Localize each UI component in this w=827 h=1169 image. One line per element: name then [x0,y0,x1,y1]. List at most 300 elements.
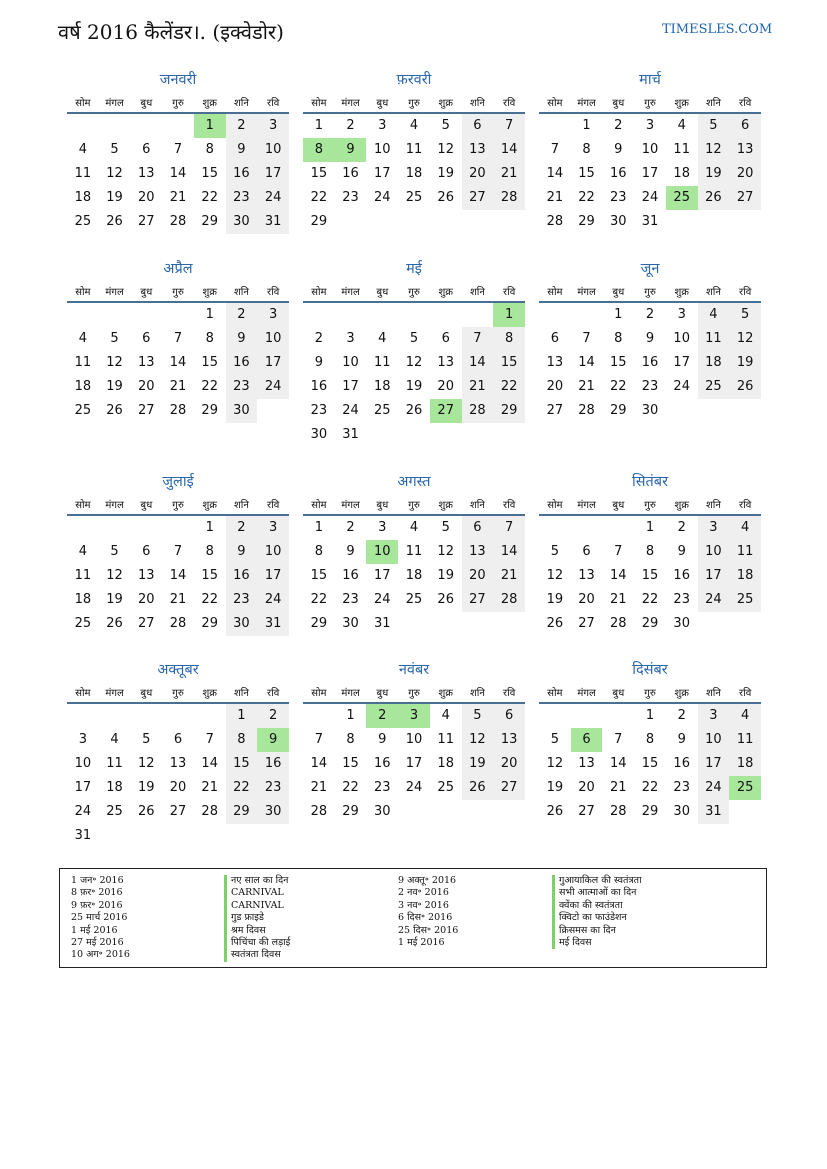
day-cell: 28 [493,186,525,210]
day-cell: 18 [729,752,761,776]
weekday-label: सोम [75,98,91,109]
month-calendar [67,259,289,423]
weekday-label: शुक्र [674,98,689,109]
day-cell: 11 [74,166,92,181]
day-cell: 25 [374,403,391,418]
month-title: मई [406,261,422,277]
day-cell: 11 [74,568,92,583]
day-cell: 17 [374,166,391,181]
weekday-label: गुरु [408,98,420,109]
legend-dates-col1 [71,875,130,962]
day-cell: 23 [257,776,289,800]
day-cell: 11 [374,355,391,370]
weekday-label: रवि [267,688,280,699]
weekday-header [539,284,761,303]
day-cell: 16 [673,568,690,583]
day-cell: 15 [578,166,595,181]
day-cell: 4 [677,118,686,133]
day-cell: 14 [493,540,525,564]
weekday-label: सोम [311,98,327,109]
day-cell: 23 [226,375,258,399]
day-cell: 26 [546,616,564,631]
legend-holiday-name: श्रम दिवस [224,925,290,937]
day-cell: 18 [106,780,123,795]
day-cell: 20 [437,379,454,394]
day-cell: 21 [310,780,328,795]
day-cell: 3 [378,520,387,535]
day-cell: 10 [374,142,391,157]
day-cell: 30 [641,403,659,418]
weekday-label: सोम [75,500,91,511]
weekday-label: मंगल [341,688,360,699]
day-cell: 26 [462,776,494,800]
day-cell: 27 [138,616,155,631]
day-cell: 8 [205,544,214,559]
day-cell: 14 [310,756,328,771]
day-cell: 9 [645,331,655,346]
weekday-label: बुध [140,98,153,109]
weekday-label: गुरु [172,500,184,511]
day-cell: 2 [257,704,289,728]
day-cell: 25 [106,804,123,819]
day-cell: 20 [578,592,595,607]
month-title: अप्रैल [163,261,193,277]
day-cell: 12 [462,728,494,752]
day-cell: 24 [374,190,391,205]
month-calendar [303,660,525,824]
day-cell: 5 [441,118,450,133]
day-cell: 2 [677,520,686,535]
day-cell: 26 [405,403,423,418]
empty-cell [430,303,462,327]
weekday-label: बुध [376,688,389,699]
day-cell: 14 [201,756,218,771]
day-cell: 31 [74,828,92,843]
empty-cell [366,303,398,327]
day-cell: 13 [169,756,187,771]
day-cell: 8 [614,331,623,346]
day-cell: 29 [641,616,659,631]
day-cell: 7 [314,732,323,747]
day-cell: 14 [169,166,187,181]
weekday-label: सोम [547,287,563,298]
day-cell: 13 [578,568,595,583]
weekday-label: मंगल [105,500,124,511]
day-cell: 23 [226,588,258,612]
day-cell: 6 [582,544,591,559]
day-cell: 4 [409,520,419,535]
month-title: अक्तूबर [157,662,199,678]
weekday-label: रवि [739,500,752,511]
weekday-header [539,685,761,704]
day-cell: 7 [173,142,183,157]
day-cell: 3 [698,704,730,728]
weekday-label: शुक्र [438,98,453,109]
day-cell: 1 [314,118,323,133]
day-cell: 10 [342,355,359,370]
holiday-day-cell: 25 [729,776,761,800]
empty-cell [571,303,603,327]
day-cell: 5 [110,142,119,157]
legend-names-col1 [224,875,290,962]
day-cell: 10 [698,540,730,564]
day-grid [67,303,289,423]
day-cell: 29 [610,403,627,418]
holiday-day-cell: 27 [430,399,462,423]
day-cell: 31 [342,427,359,442]
legend-holiday-name: गुड फ्राइडे [224,912,290,924]
day-cell: 31 [374,616,391,631]
day-cell: 22 [201,592,218,607]
empty-cell [303,303,335,327]
empty-cell [571,516,603,540]
day-cell: 23 [342,592,359,607]
day-cell: 23 [673,780,690,795]
day-cell: 14 [578,355,595,370]
day-cell: 28 [493,588,525,612]
day-cell: 28 [546,214,564,229]
empty-cell [99,516,131,540]
day-cell: 2 [614,118,623,133]
weekday-label: गुरु [172,287,184,298]
holiday-day-cell: 10 [366,540,398,564]
day-cell: 22 [310,592,328,607]
empty-cell [130,303,162,327]
day-cell: 14 [493,138,525,162]
day-cell: 10 [673,331,690,346]
day-cell: 10 [641,142,659,157]
day-cell: 23 [641,379,659,394]
day-cell: 22 [641,780,659,795]
day-grid [539,704,761,824]
weekday-label: बुध [140,500,153,511]
weekday-label: सोम [75,287,91,298]
legend-date: 1 जन॰ 2016 [71,875,124,886]
day-cell: 9 [614,142,623,157]
day-cell: 20 [169,780,187,795]
legend-holiday-name: मई दिवस [552,937,642,949]
day-cell: 17 [641,166,659,181]
empty-cell [571,704,603,728]
day-cell: 29 [342,804,359,819]
day-cell: 29 [201,214,218,229]
day-cell: 6 [462,516,494,540]
weekday-label: बुध [376,287,389,298]
empty-cell [162,114,194,138]
holiday-day-cell: 25 [666,186,698,210]
day-grid [303,303,525,447]
day-cell: 26 [437,190,454,205]
weekday-label: शनि [469,500,485,511]
day-cell: 1 [614,307,623,322]
day-cell: 19 [437,166,454,181]
day-cell: 27 [546,403,564,418]
day-cell: 23 [226,186,258,210]
legend-holiday-name: नए साल का दिन [224,875,290,887]
day-cell: 16 [226,564,258,588]
month-calendar [539,70,761,234]
month-title: सितंबर [631,474,669,490]
month-title: दिसंबर [632,662,668,678]
day-cell: 1 [226,704,258,728]
day-cell: 12 [405,355,423,370]
day-cell: 21 [169,190,187,205]
weekday-label: गुरु [172,688,184,699]
day-cell: 19 [106,190,123,205]
month-title: अगस्त [397,474,431,490]
day-cell: 14 [546,166,564,181]
day-cell: 4 [698,303,730,327]
weekday-label: बुध [140,688,153,699]
day-cell: 26 [437,592,454,607]
day-cell: 16 [641,355,659,370]
day-cell: 24 [257,186,289,210]
weekday-label: बुध [612,500,625,511]
day-cell: 1 [645,520,655,535]
empty-cell [602,704,634,728]
day-cell: 18 [405,568,423,583]
weekday-label: सोम [547,688,563,699]
day-cell: 7 [614,732,623,747]
day-cell: 18 [698,351,730,375]
weekday-label: मंगल [577,98,596,109]
day-cell: 2 [226,303,258,327]
day-cell: 27 [493,776,525,800]
weekday-label: गुरु [644,287,656,298]
day-cell: 3 [698,516,730,540]
day-cell: 9 [378,732,387,747]
month-title: जून [640,261,660,277]
day-cell: 16 [673,756,690,771]
day-cell: 20 [138,190,155,205]
weekday-label: शुक्र [202,98,217,109]
day-cell: 15 [310,568,328,583]
weekday-label: बुध [612,98,625,109]
day-cell: 16 [342,166,359,181]
day-cell: 1 [645,708,655,723]
day-cell: 28 [169,616,187,631]
day-cell: 13 [462,138,494,162]
day-cell: 6 [729,114,761,138]
day-grid [67,704,289,848]
day-cell: 18 [74,190,92,205]
brand-link[interactable]: TIMESLES.COM [662,22,773,37]
day-cell: 15 [641,756,659,771]
day-cell: 31 [257,612,289,636]
legend-date: 1 मई 2016 [398,937,445,949]
day-cell: 2 [314,331,323,346]
weekday-label: शुक्र [674,500,689,511]
day-cell: 1 [205,307,214,322]
empty-cell [130,704,162,728]
empty-cell [67,704,99,728]
weekday-label: शुक्र [674,287,689,298]
day-cell: 26 [106,403,123,418]
day-cell: 31 [641,214,659,229]
day-cell: 28 [169,403,187,418]
day-cell: 9 [346,544,355,559]
holiday-day-cell: 1 [493,303,525,327]
day-cell: 16 [226,162,258,186]
month-title: जनवरी [159,72,197,88]
day-cell: 22 [201,190,218,205]
day-cell: 12 [106,166,123,181]
day-cell: 2 [346,118,355,133]
day-cell: 15 [342,756,359,771]
legend-date: 9 फ़र॰ 2016 [71,899,123,911]
day-cell: 25 [729,588,761,612]
day-cell: 5 [698,114,730,138]
empty-cell [67,516,99,540]
holiday-day-cell: 1 [194,114,226,138]
day-cell: 10 [257,540,289,564]
day-cell: 12 [437,544,454,559]
day-cell: 5 [142,732,151,747]
day-cell: 15 [201,355,218,370]
day-cell: 6 [462,114,494,138]
weekday-label: गुरु [644,98,656,109]
day-cell: 18 [437,756,454,771]
day-cell: 4 [729,704,761,728]
empty-cell [462,303,494,327]
day-cell: 28 [310,804,328,819]
day-cell: 22 [578,190,595,205]
day-cell: 22 [493,375,525,399]
day-cell: 16 [226,351,258,375]
weekday-label: सोम [547,500,563,511]
weekday-label: मंगल [577,688,596,699]
empty-cell [335,303,367,327]
day-cell: 22 [310,190,328,205]
day-cell: 13 [546,355,564,370]
day-cell: 20 [138,592,155,607]
weekday-label: मंगल [341,500,360,511]
legend-holiday-name: क्वेंका की स्वतंत्रता [552,900,642,912]
day-cell: 8 [582,142,591,157]
day-cell: 27 [169,804,187,819]
day-cell: 30 [257,800,289,824]
weekday-label: मंगल [341,98,360,109]
day-cell: 1 [314,520,323,535]
month-title: फ़रवरी [396,72,432,88]
weekday-header [303,95,525,114]
day-cell: 28 [169,214,187,229]
day-cell: 23 [342,190,359,205]
empty-cell [602,516,634,540]
day-cell: 24 [405,780,423,795]
day-cell: 6 [493,704,525,728]
day-cell: 11 [729,728,761,752]
day-cell: 4 [78,331,87,346]
day-cell: 26 [729,375,761,399]
day-cell: 13 [729,138,761,162]
day-cell: 23 [673,592,690,607]
weekday-label: रवि [503,98,516,109]
day-cell: 4 [78,142,87,157]
day-cell: 15 [310,166,328,181]
day-cell: 12 [698,138,730,162]
day-cell: 9 [226,540,258,564]
day-cell: 24 [374,592,391,607]
day-cell: 19 [462,752,494,776]
day-cell: 5 [550,732,559,747]
day-cell: 9 [677,732,686,747]
day-cell: 30 [226,612,258,636]
day-cell: 24 [641,190,659,205]
day-cell: 12 [729,327,761,351]
day-cell: 21 [169,592,187,607]
day-grid [539,114,761,234]
day-grid [539,303,761,423]
day-cell: 28 [462,399,494,423]
holiday-day-cell: 2 [366,704,398,728]
legend-holiday-name: सभी आत्माओं का दिन [552,887,642,899]
day-cell: 4 [409,118,419,133]
weekday-label: मंगल [577,287,596,298]
day-cell: 28 [610,616,627,631]
day-cell: 19 [106,379,123,394]
day-cell: 19 [106,592,123,607]
day-cell: 19 [546,592,564,607]
day-cell: 15 [493,351,525,375]
weekday-label: मंगल [105,688,124,699]
day-cell: 20 [546,379,564,394]
day-cell: 13 [138,568,155,583]
empty-cell [539,704,571,728]
day-cell: 7 [550,142,559,157]
day-cell: 13 [578,756,595,771]
day-cell: 23 [374,780,391,795]
legend-date: 27 मई 2016 [71,937,124,949]
day-cell: 3 [257,516,289,540]
day-cell: 25 [698,375,730,399]
day-cell: 26 [106,616,123,631]
weekday-label: शनि [705,287,721,298]
day-cell: 24 [698,776,730,800]
weekday-label: शनि [469,98,485,109]
holiday-legend [59,868,767,968]
day-cell: 31 [257,210,289,234]
day-cell: 22 [610,379,627,394]
weekday-label: बुध [140,287,153,298]
month-title: नवंबर [398,662,430,678]
legend-holiday-name: गुआयाकिल की स्वतंत्रता [552,875,642,887]
day-cell: 4 [729,516,761,540]
day-cell: 20 [462,162,494,186]
day-cell: 30 [374,804,391,819]
day-cell: 22 [201,379,218,394]
weekday-label: शुक्र [438,688,453,699]
legend-holiday-name: CARNIVAL [224,887,290,899]
weekday-label: शुक्र [438,500,453,511]
day-cell: 5 [550,544,559,559]
empty-cell [67,114,99,138]
legend-date: 2 नव॰ 2016 [398,887,449,899]
weekday-label: गुरु [408,500,420,511]
empty-cell [162,516,194,540]
day-cell: 5 [462,704,494,728]
day-grid [303,704,525,824]
day-cell: 24 [698,588,730,612]
day-cell: 30 [342,616,359,631]
empty-cell [539,114,571,138]
holiday-day-cell: 9 [335,138,367,162]
day-cell: 24 [74,804,92,819]
day-cell: 1 [346,708,355,723]
day-grid [539,516,761,636]
day-cell: 28 [610,804,627,819]
weekday-label: रवि [267,98,280,109]
